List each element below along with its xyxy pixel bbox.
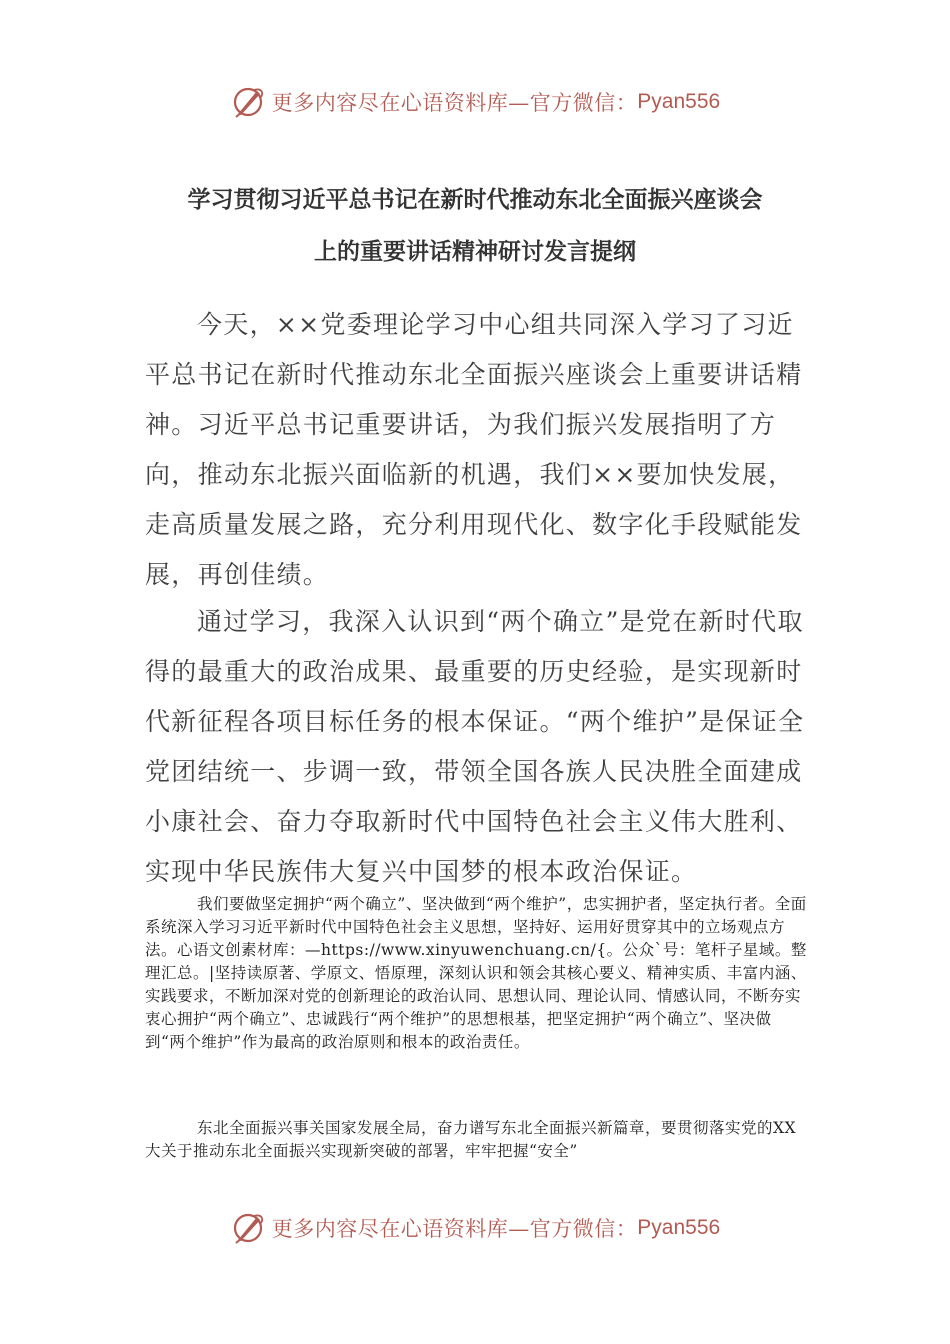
quill-pen-icon bbox=[230, 84, 266, 120]
banner-text: 更多内容尽在心语资料库—官方微信： bbox=[271, 91, 638, 115]
banner-text: 更多内容尽在心语资料库—官方微信： bbox=[271, 1217, 638, 1241]
paragraph-4: 东北全面振兴事关国家发展全局，奋力谱写东北全面振兴新篇章，要贯彻落实党的XX大关于推动东北全面振兴实现新突破的部署，牢牢把握“安全” bbox=[145, 1119, 797, 1160]
paragraph-2: 通过学习，我深入认识到“两个确立”是党在新时代取得的最重大的政治成果、最重要的历史经验，是实现新时代新征程各项目标任务的根本保证。“两个维护”是保证全党团结统一、步调一致，带领全国各族人民决胜全面建成小康社会、奋力夺取新时代中国特色社会主义伟大胜利、实现中华民族伟大复兴中国梦的根本政治保证。 bbox=[145, 607, 805, 886]
banner-wechat-id: Pyan556 bbox=[637, 1216, 721, 1239]
quill-pen-icon bbox=[230, 1210, 266, 1246]
paragraph-3: 我们要做坚定拥护“两个确立”、坚决做到“两个维护”，忠实拥护者，坚定执行者。全面系统深入学习习近平新时代中国特色社会主义思想，坚持好、运用好贯穿其中的立场观点方法。心语文创素材库：—https://www.xinyuwenchuang.cn/{。公众`号：笔杆子星域。整理汇总。|坚持读原著、学原文、悟原理，深刻认识和领会其核心要义、精神实质、丰富内涵、实践要求，不断加深对党的创新理论的政治认同、思想认同、理论认同、情感认同，不断夯实衷心拥护“两个确立”、忠诚践行“两个维护”的思想根基，把坚定拥护“两个确立”、坚决做到“两个维护”作为最高的政治原则和根本的政治责任。 bbox=[145, 895, 807, 1051]
footer-banner bbox=[0, 1206, 950, 1250]
document-title bbox=[100, 174, 850, 278]
header-banner bbox=[0, 80, 950, 124]
title-line-2: 上的重要讲话精神研讨发言提纲 bbox=[314, 239, 636, 265]
paragraph-1: 今天，××党委理论学习中心组共同深入学习了习近平总书记在新时代推动东北全面振兴座谈会上重要讲话精神。习近平总书记重要讲话，为我们振兴发展指明了方向，推动东北振兴面临新的机遇，我们××要加快发展，走高质量发展之路，充分利用现代化、数字化手段赋能发展，再创佳绩。 bbox=[145, 310, 803, 589]
banner-wechat-id: Pyan556 bbox=[637, 90, 721, 113]
title-line-1: 学习贯彻习近平总书记在新时代推动东北全面振兴座谈会 bbox=[187, 187, 763, 213]
